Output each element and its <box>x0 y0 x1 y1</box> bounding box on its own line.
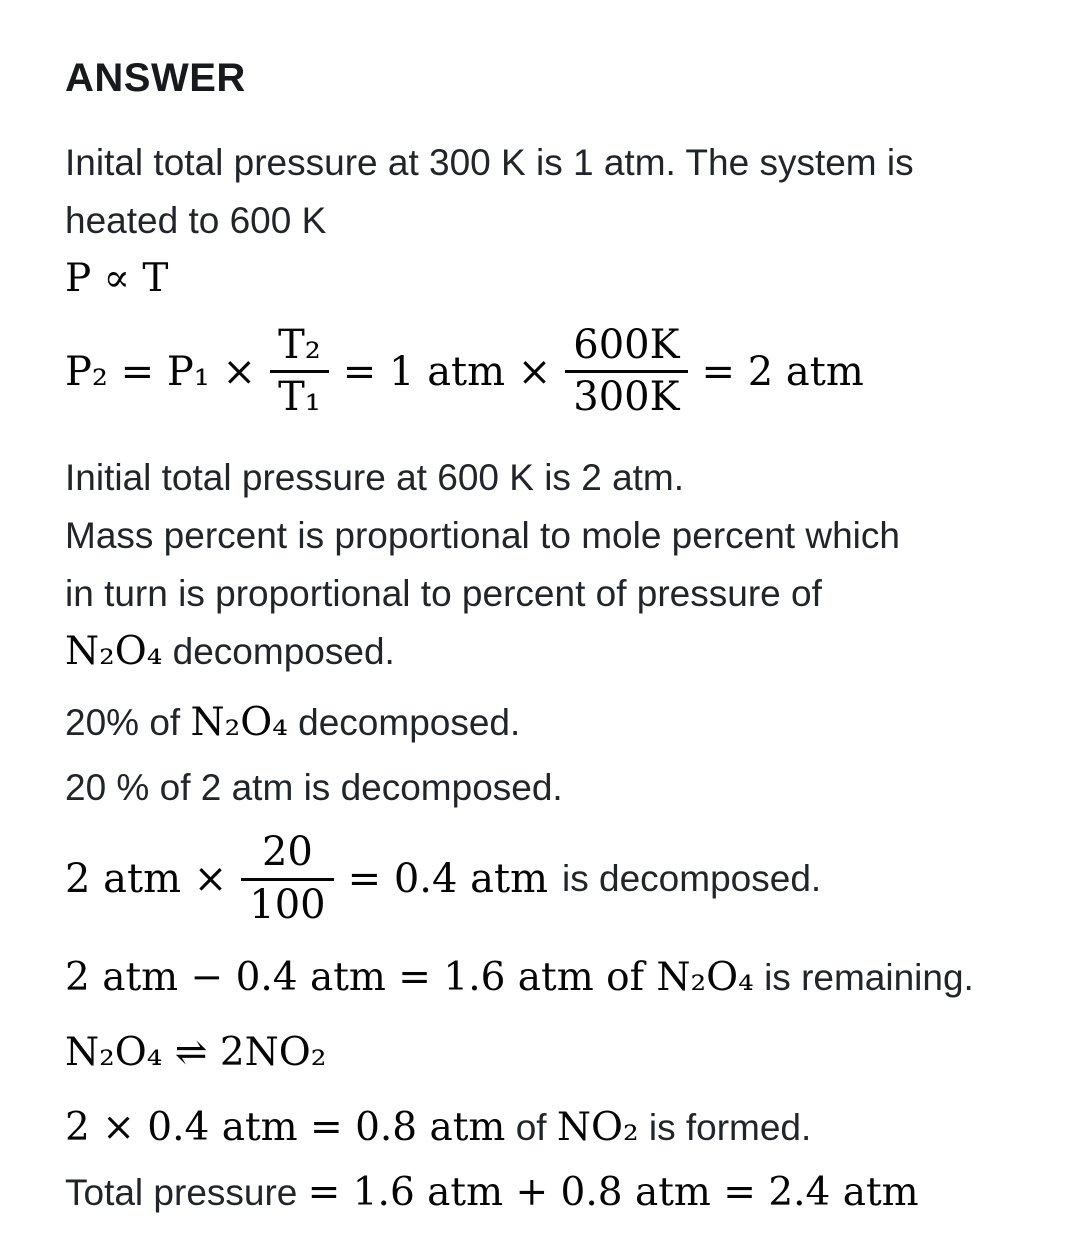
initial-600-line: Initial total pressure at 600 K is 2 atm. <box>65 457 685 499</box>
formula-mid: = 1 atm × <box>342 348 552 395</box>
fraction-numerator: 20 <box>261 829 313 876</box>
mass-percent-line-2: in turn is proportional to percent of pressure of <box>65 573 822 615</box>
remaining-line <box>65 949 1040 1007</box>
n2o4-formula: N₂O₄ <box>65 629 163 675</box>
decomposed-text: is decomposed. <box>562 858 822 900</box>
proportionality-law: P ∝ T <box>65 256 169 301</box>
formed-line <box>65 1099 1040 1157</box>
formula-mid: = 0.4 atm <box>347 856 549 903</box>
of-text: of <box>505 1106 557 1148</box>
pressure-formula <box>65 324 1040 419</box>
twenty-pct-n2o4-line <box>65 694 1040 752</box>
formula-lead: 2 atm × <box>65 856 228 903</box>
fraction-denominator: 100 <box>241 878 333 927</box>
prefix-text: 20% of <box>65 702 191 744</box>
fraction-t2-t1 <box>270 324 329 419</box>
suffix-text: decomposed. <box>287 702 521 744</box>
fraction-600-300 <box>565 324 687 419</box>
decomposed-formula <box>65 831 1040 926</box>
total-pressure-math: = 1.6 atm + 0.8 atm = 2.4 atm <box>307 1169 919 1215</box>
fraction-20-100 <box>241 831 333 926</box>
answer-heading: ANSWER <box>65 56 246 100</box>
formed-text: is formed. <box>638 1106 812 1148</box>
fraction-denominator: 300K <box>565 370 687 419</box>
decomposed-text: decomposed. <box>162 631 395 673</box>
mass-percent-line-1: Mass percent is proportional to mole percent which <box>65 515 900 557</box>
twenty-pct-2atm-line: 20 % of 2 atm is decomposed. <box>65 767 563 809</box>
fraction-numerator: T₂ <box>278 322 321 368</box>
intro-paragraph <box>65 134 1040 308</box>
remaining-math: 2 atm − 0.4 atm = 1.6 atm of N₂O₄ <box>65 954 754 1000</box>
equilibrium-reaction: N₂O₄ ⇌ 2NO₂ <box>65 1029 327 1075</box>
no2-formula: NO₂ <box>556 1104 639 1150</box>
remaining-text: is remaining. <box>753 956 974 998</box>
total-pressure-label: Total pressure <box>65 1171 308 1213</box>
intro-line-2: heated to 600 K <box>65 200 327 241</box>
fraction-numerator: 600K <box>573 322 680 368</box>
intro-line-1: Inital total pressure at 300 K is 1 atm. The system is <box>65 142 914 183</box>
formula-lead: P₂ = P₁ × <box>65 348 257 395</box>
total-pressure-line <box>65 1164 1040 1222</box>
fraction-denominator: T₁ <box>270 370 329 419</box>
formula-result: = 2 atm <box>701 348 864 395</box>
n2o4-decomposed-line <box>65 623 1040 681</box>
n2o4-formula: N₂O₄ <box>190 700 288 746</box>
formed-math: 2 × 0.4 atm = 0.8 atm <box>65 1104 506 1150</box>
